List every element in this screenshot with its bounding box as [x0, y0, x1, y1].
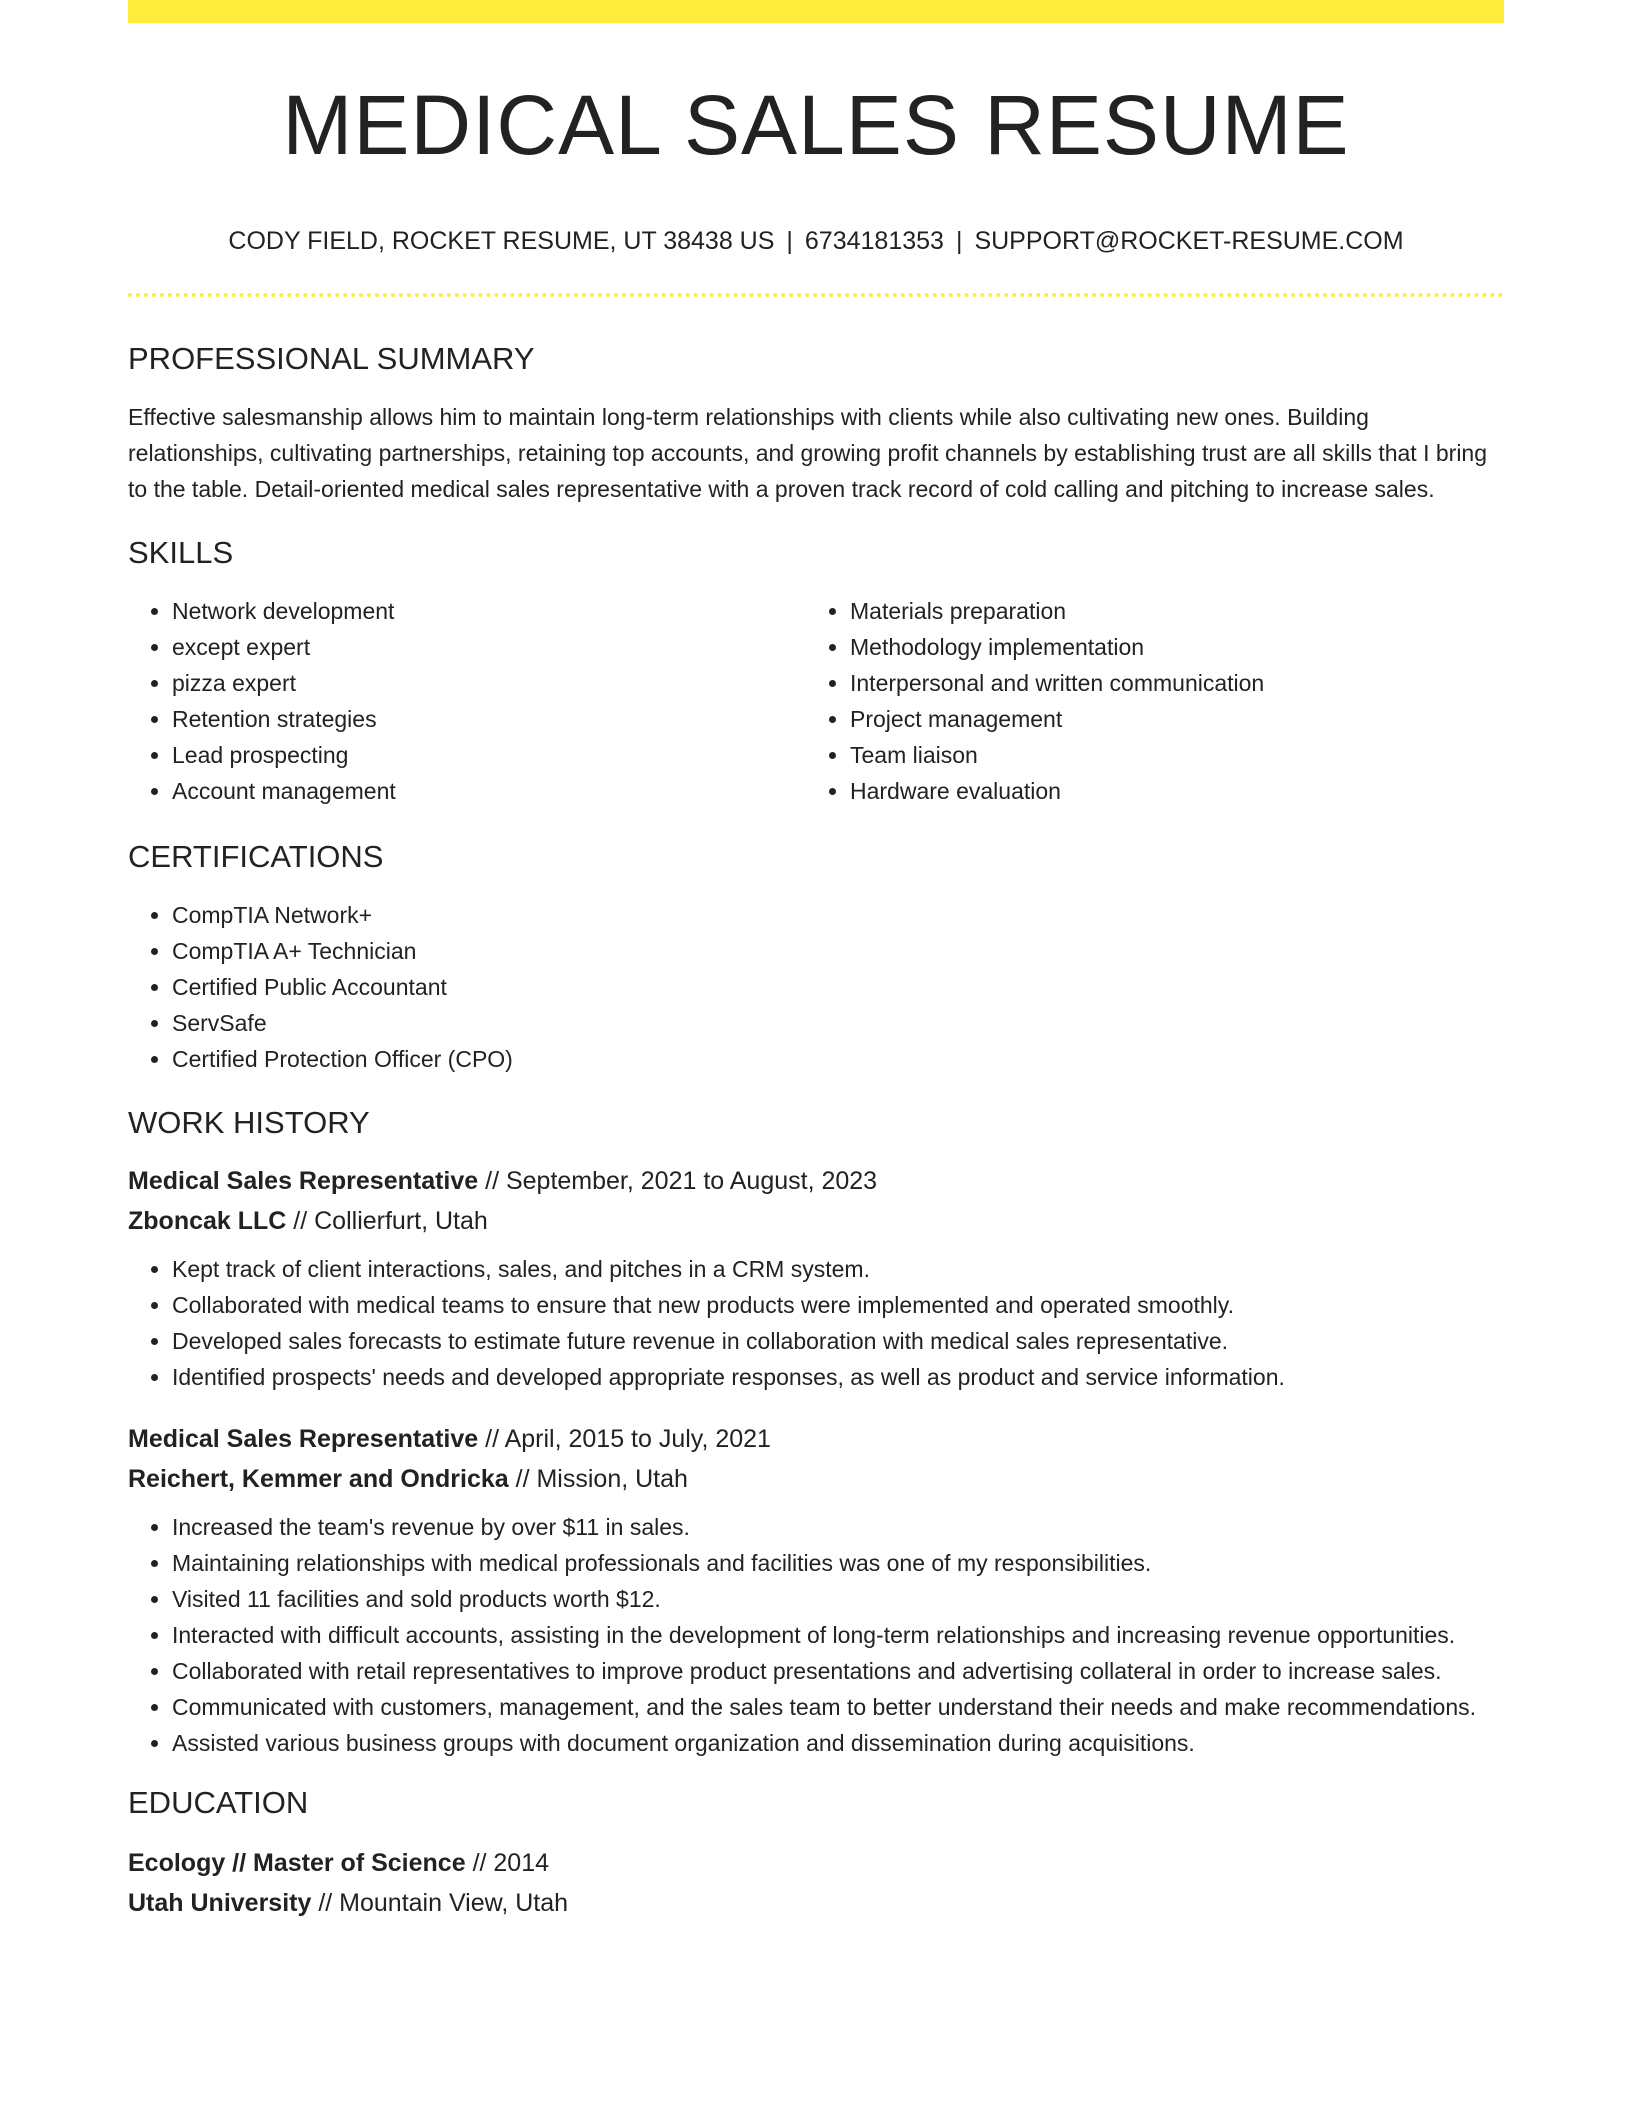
skill-item: • except expert — [172, 629, 806, 665]
skill-item: • Account management — [172, 773, 806, 809]
job-company: Reichert, Kemmer and Ondricka — [128, 1465, 509, 1493]
skill-item: • Hardware evaluation — [850, 773, 1484, 809]
certification-item: • ServSafe — [172, 1005, 1504, 1041]
certification-item: • Certified Protection Officer (CPO) — [172, 1041, 1504, 1077]
job-bullet: • Assisted various business groups with document organization and dissemination during acquisitions. — [172, 1725, 1504, 1761]
skills-columns — [128, 593, 1504, 809]
job-role: Medical Sales Representative — [128, 1425, 479, 1453]
certification-item: • CompTIA Network+ — [172, 897, 1504, 933]
job-bullet: • Developed sales forecasts to estimate future revenue in collaboration with medical sales representative. — [172, 1323, 1504, 1359]
dotted-divider — [128, 293, 1504, 297]
education-degree: Ecology // Master of Science — [128, 1849, 466, 1877]
summary-heading: PROFESSIONAL SUMMARY — [128, 341, 535, 376]
contact-address: CODY FIELD, ROCKET RESUME, UT 38438 US — [228, 227, 775, 255]
job-entry — [128, 1419, 1504, 1761]
education-degree-line — [128, 1843, 1504, 1883]
education-school: Utah University — [128, 1889, 312, 1917]
skill-item: • pizza expert — [172, 665, 806, 701]
resume-title: MEDICAL SALES RESUME — [282, 78, 1350, 172]
contact-separator: | — [786, 227, 793, 255]
accent-top-bar — [128, 0, 1504, 23]
job-bullet: • Collaborated with medical teams to ensure that new products were implemented and operated smoothly. — [172, 1287, 1504, 1323]
contact-email: SUPPORT@ROCKET-RESUME.COM — [974, 227, 1404, 255]
job-bullet: • Communicated with customers, management, and the sales team to better understand their needs and make recommendations. — [172, 1689, 1504, 1725]
skill-item: • Retention strategies — [172, 701, 806, 737]
job-bullet: • Collaborated with retail representatives to improve product presentations and advertising collateral in order to increase sales. — [172, 1653, 1504, 1689]
skill-item: • Team liaison — [850, 737, 1484, 773]
certifications-list — [128, 897, 1504, 1077]
skill-item: • Interpersonal and written communication — [850, 665, 1484, 701]
resume-page — [128, 0, 1504, 2112]
skills-heading: SKILLS — [128, 535, 234, 570]
skill-item: • Materials preparation — [850, 593, 1484, 629]
skills-list-right — [806, 593, 1484, 809]
education-heading: EDUCATION — [128, 1785, 309, 1820]
job-bullet: • Increased the team's revenue by over $11 in sales. — [172, 1509, 1504, 1545]
skill-item: • Project management — [850, 701, 1484, 737]
job-bullet: • Visited 11 facilities and sold products worth $12. — [172, 1581, 1504, 1617]
job-role-line — [128, 1419, 1504, 1459]
skill-item: • Network development — [172, 593, 806, 629]
job-role: Medical Sales Representative — [128, 1167, 479, 1195]
job-role-line — [128, 1161, 1504, 1201]
contact-line — [128, 225, 1504, 257]
job-location: // Collierfurt, Utah — [286, 1207, 488, 1235]
job-company-line — [128, 1201, 1504, 1241]
job-bullet: • Maintaining relationships with medical professionals and facilities was one of my responsibilities. — [172, 1545, 1504, 1581]
job-bullet: • Kept track of client interactions, sales, and pitches in a CRM system. — [172, 1251, 1504, 1287]
skill-item: • Lead prospecting — [172, 737, 806, 773]
contact-phone: 6734181353 — [804, 227, 944, 255]
education-school-line — [128, 1883, 1504, 1923]
job-company-line — [128, 1459, 1504, 1499]
job-location: // Mission, Utah — [508, 1465, 688, 1493]
certification-item: • CompTIA A+ Technician — [172, 933, 1504, 969]
skills-list-left — [128, 593, 806, 809]
job-entry — [128, 1161, 1504, 1395]
job-dates: // April, 2015 to July, 2021 — [478, 1425, 771, 1453]
job-company: Zboncak LLC — [128, 1207, 287, 1235]
certifications-heading: CERTIFICATIONS — [128, 839, 384, 874]
job-bullets — [128, 1251, 1504, 1395]
job-dates: // September, 2021 to August, 2023 — [478, 1167, 878, 1195]
education-location: // Mountain View, Utah — [311, 1889, 569, 1917]
summary-text: Effective salesmanship allows him to maintain long-term relationships with clients while also cultivating new ones. Building relationships, cultivating partnerships, retaining top accounts, and growing profit channels by establishing trust are all skills that I bring to the table. Detail-oriented medical sales representative with a proven track record of cold calling and pitching to increase sales. — [128, 404, 1488, 502]
job-bullets — [128, 1509, 1504, 1761]
job-bullet: • Identified prospects' needs and developed appropriate responses, as well as product and service information. — [172, 1359, 1504, 1395]
work-history-heading: WORK HISTORY — [128, 1105, 370, 1140]
skill-item: • Methodology implementation — [850, 629, 1484, 665]
certification-item: • Certified Public Accountant — [172, 969, 1504, 1005]
education-year: // 2014 — [465, 1849, 550, 1877]
contact-separator: | — [955, 227, 963, 255]
job-bullet: • Interacted with difficult accounts, assisting in the development of long-term relationships and increasing revenue opportunities. — [172, 1617, 1504, 1653]
